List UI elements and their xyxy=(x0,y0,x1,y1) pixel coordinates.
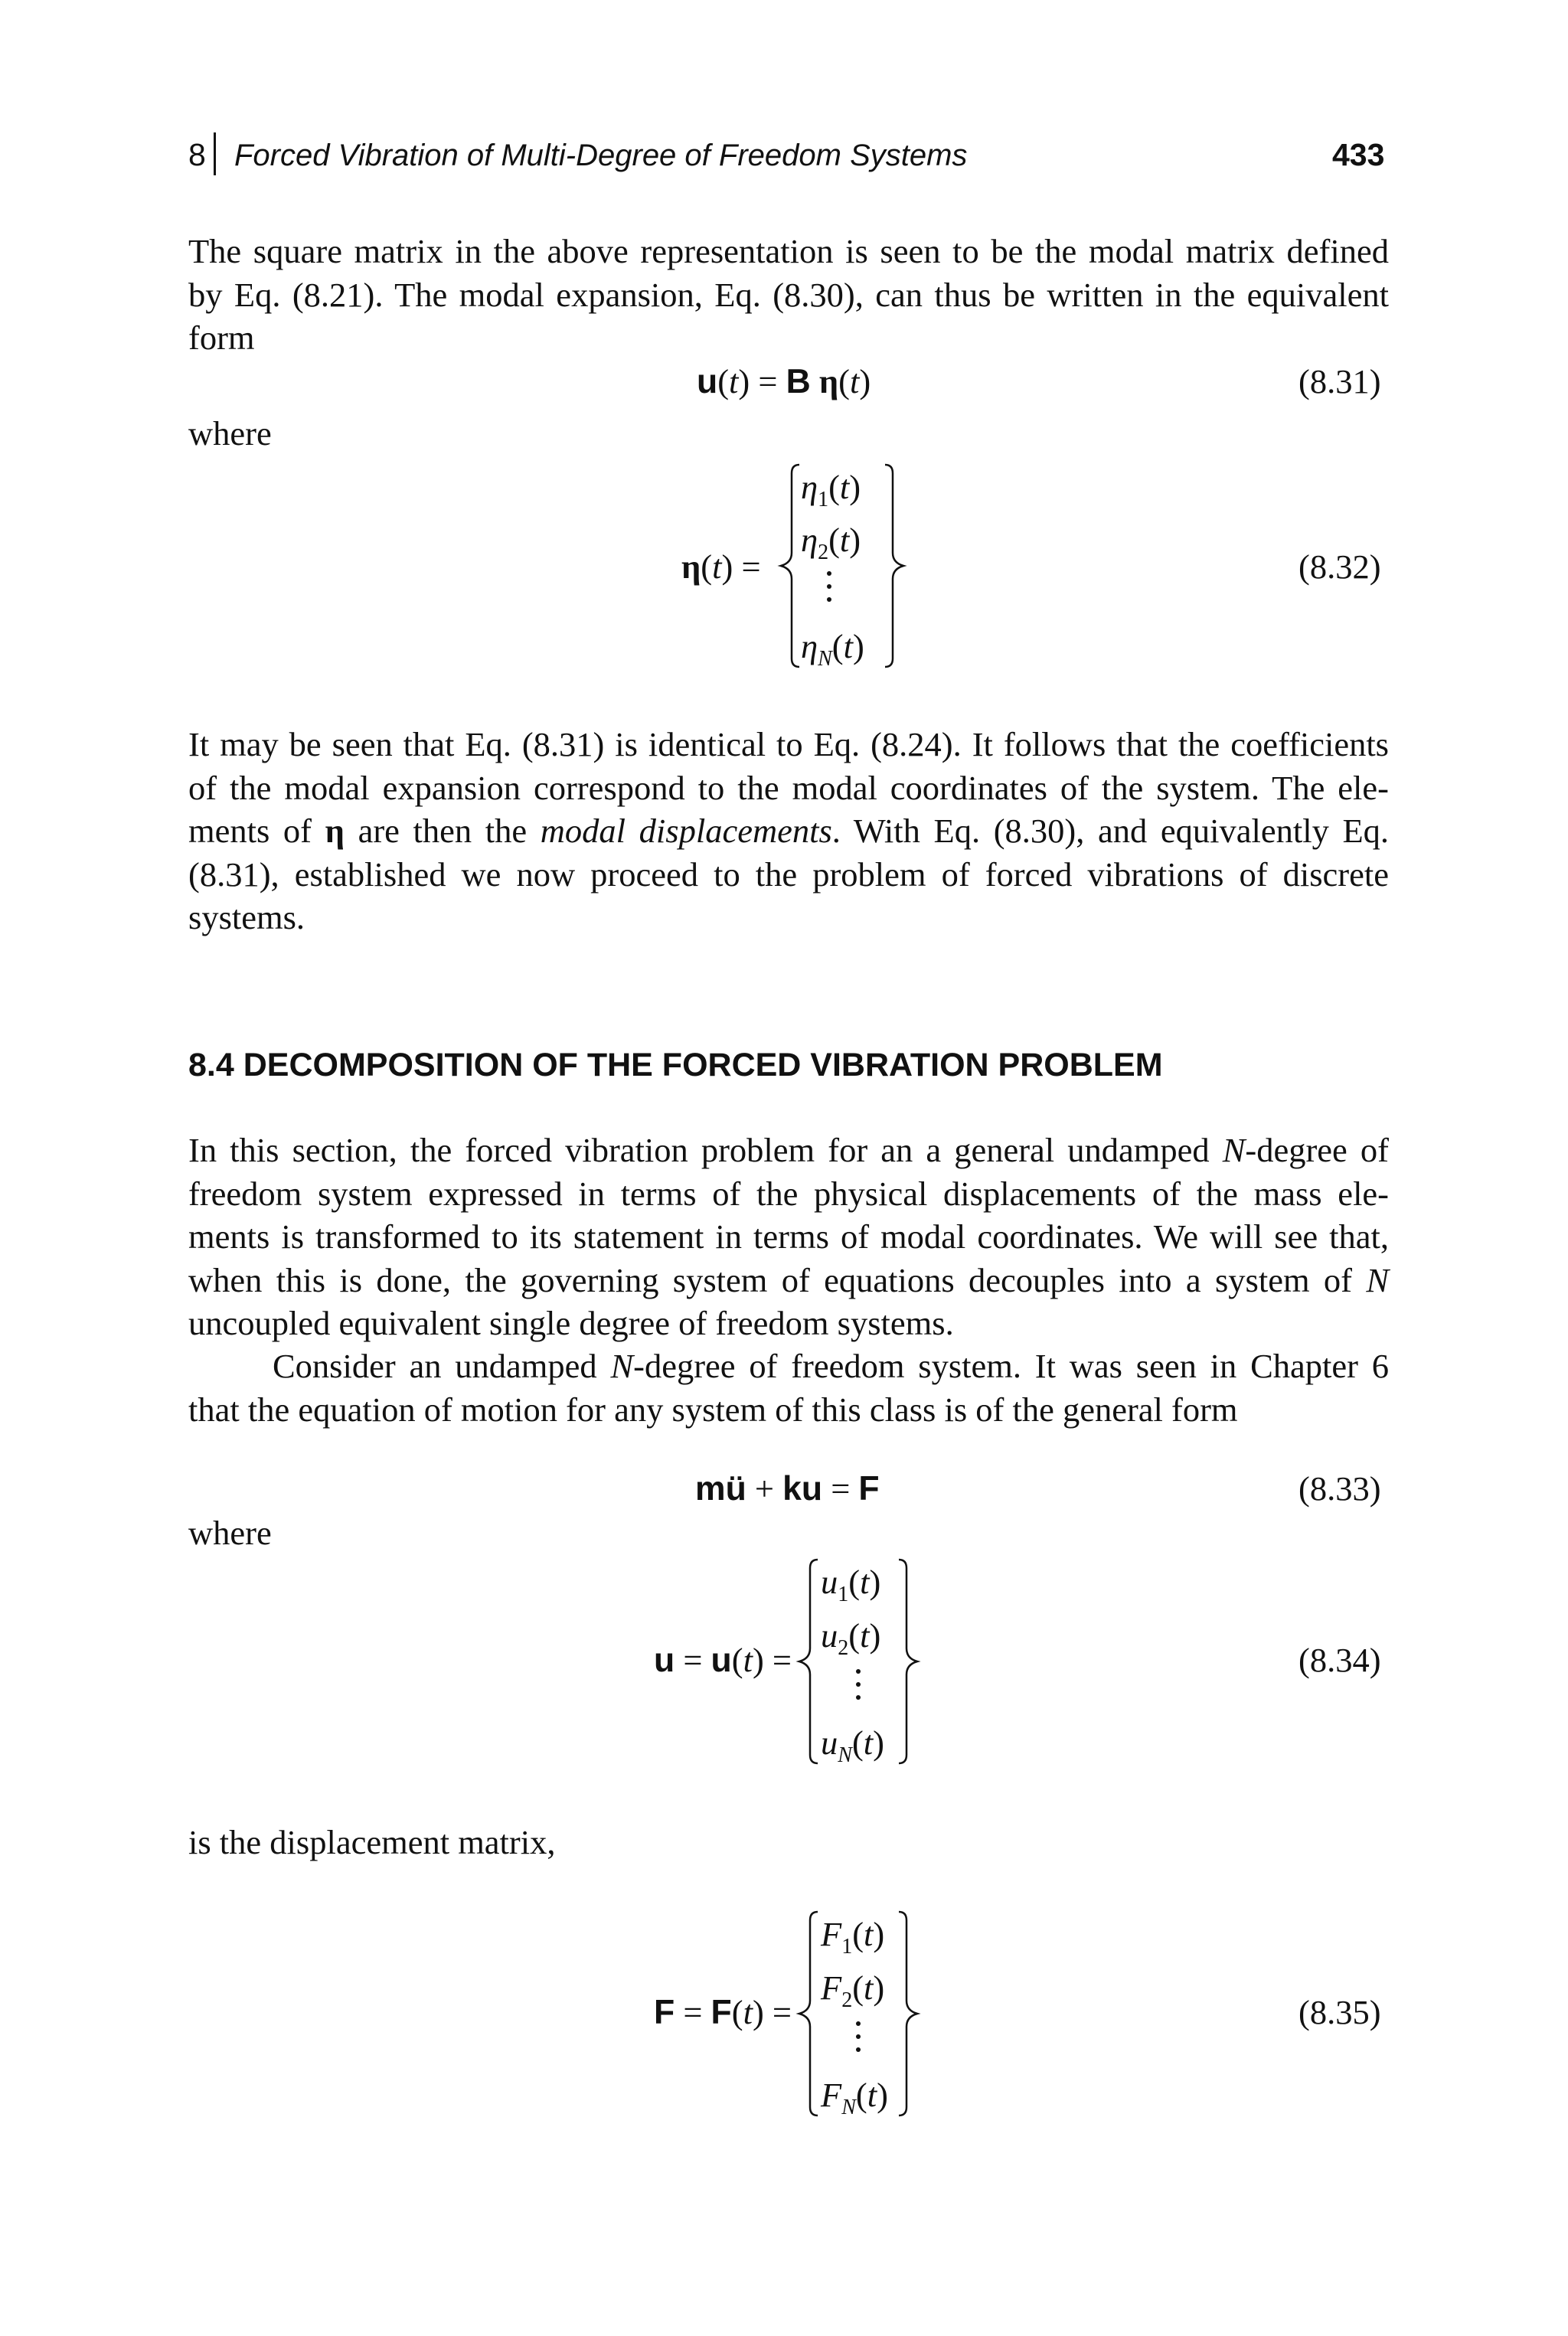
paragraph-line: The square matrix in the above representation is seen to be the modal matrix defined xyxy=(188,232,1389,270)
where-label: where xyxy=(188,414,272,452)
paragraph-1 xyxy=(188,230,1389,360)
vector-entry: $F_1(t)$ xyxy=(821,1915,885,1959)
paragraph-line: uncoupled equivalent single degree of freedom systems. xyxy=(188,1304,954,1342)
eq-operator: = xyxy=(758,362,778,400)
equation-number: (8.31) xyxy=(1298,362,1381,400)
right-brace xyxy=(894,1910,925,2118)
paragraph-line: ments is transformed to its statement in terms of modal coordinates. We will see that, xyxy=(188,1217,1389,1256)
where-label: where xyxy=(188,1514,272,1552)
paragraph-2 xyxy=(188,723,1389,939)
vector-entry: $F_N(t)$ xyxy=(821,2076,888,2119)
equation-8-35-lhs: F = F(t) = xyxy=(654,1993,792,2031)
header-divider xyxy=(214,132,216,175)
vector-entry: $u_N(t)$ xyxy=(821,1723,884,1767)
eq-variable: t xyxy=(712,547,722,586)
eq-variable: t xyxy=(849,362,860,400)
eq-symbol: η xyxy=(818,362,839,400)
paragraph-3 xyxy=(188,1129,1389,1345)
left-brace xyxy=(792,1557,822,1766)
paragraph-line: ments of η are then the modal displacements. With Eq. (8.30), and equivalently Eq. xyxy=(188,812,1390,850)
paragraph-line: It may be seen that Eq. (8.31) is identical to Eq. (8.24). It follows that the coefficients xyxy=(188,725,1389,763)
equation-8-33: mü + ku = F xyxy=(695,1469,880,1508)
section-heading: 8.4 DECOMPOSITION OF THE FORCED VIBRATION PROBLEM xyxy=(188,1047,1163,1083)
vertical-ellipsis xyxy=(856,1669,861,1708)
displacement-text: is the displacement matrix, xyxy=(188,1823,556,1861)
equation-8-34-lhs: u = u(t) = xyxy=(654,1641,792,1679)
equation-8-32-lhs: η(t) = xyxy=(681,547,761,586)
paragraph-line: In this section, the forced vibration problem for an a general undamped N-degree of xyxy=(188,1131,1389,1169)
page-number: 433 xyxy=(1332,137,1385,172)
eq-symbol: B xyxy=(786,363,811,400)
vector-entry: $\eta_1(t)$ xyxy=(801,468,861,511)
paragraph-line: (8.31), established we now proceed to the problem of forced vibrations of discrete xyxy=(188,854,1389,894)
vector-entry: $u_1(t)$ xyxy=(821,1563,881,1606)
paragraph-line: that the equation of motion for any system of this class is of the general form xyxy=(188,1390,1238,1429)
paragraph-line: form xyxy=(188,319,255,357)
right-brace xyxy=(880,462,911,669)
paragraph-4 xyxy=(188,1344,1389,1431)
paragraph-line: Consider an undamped N-degree of freedom system. It was seen in Chapter 6 xyxy=(273,1347,1390,1385)
equation-number: (8.32) xyxy=(1298,547,1381,586)
equation-number: (8.33) xyxy=(1298,1469,1381,1508)
eq-symbol: u xyxy=(697,363,718,400)
vertical-ellipsis xyxy=(827,571,831,610)
vector-entry: $\eta_N(t)$ xyxy=(801,627,864,671)
paragraph-line: systems. xyxy=(188,898,305,936)
vertical-ellipsis xyxy=(856,2021,861,2060)
left-brace xyxy=(792,1910,822,2118)
eq-operator: = xyxy=(741,547,761,586)
paragraph-line: when this is done, the governing system of equations decouples into a system of N xyxy=(188,1260,1389,1299)
right-brace xyxy=(894,1557,925,1766)
chapter-number: 8 xyxy=(188,137,206,172)
vector-entry: $u_2(t)$ xyxy=(821,1616,881,1660)
paragraph-line: by Eq. (8.21). The modal expansion, Eq. (8.30), can thus be written in the equivalent xyxy=(188,275,1389,314)
eq-variable: t xyxy=(729,362,739,400)
vector-entry: $\eta_2(t)$ xyxy=(801,521,861,564)
paragraph-line: of the modal expansion correspond to the modal coordinates of the system. The ele- xyxy=(188,768,1389,807)
equation-8-31: u(t) = B η(t) xyxy=(697,362,871,400)
eq-symbol: η xyxy=(681,547,701,586)
vector-entry: $F_2(t)$ xyxy=(821,1968,885,2012)
equation-number: (8.35) xyxy=(1298,1993,1381,2031)
paragraph-line: freedom system expressed in terms of the physical displacements of the mass ele- xyxy=(188,1174,1389,1213)
equation-number: (8.34) xyxy=(1298,1641,1381,1679)
chapter-title: Forced Vibration of Multi-Degree of Freedom Systems xyxy=(234,139,968,172)
left-brace xyxy=(773,462,804,669)
